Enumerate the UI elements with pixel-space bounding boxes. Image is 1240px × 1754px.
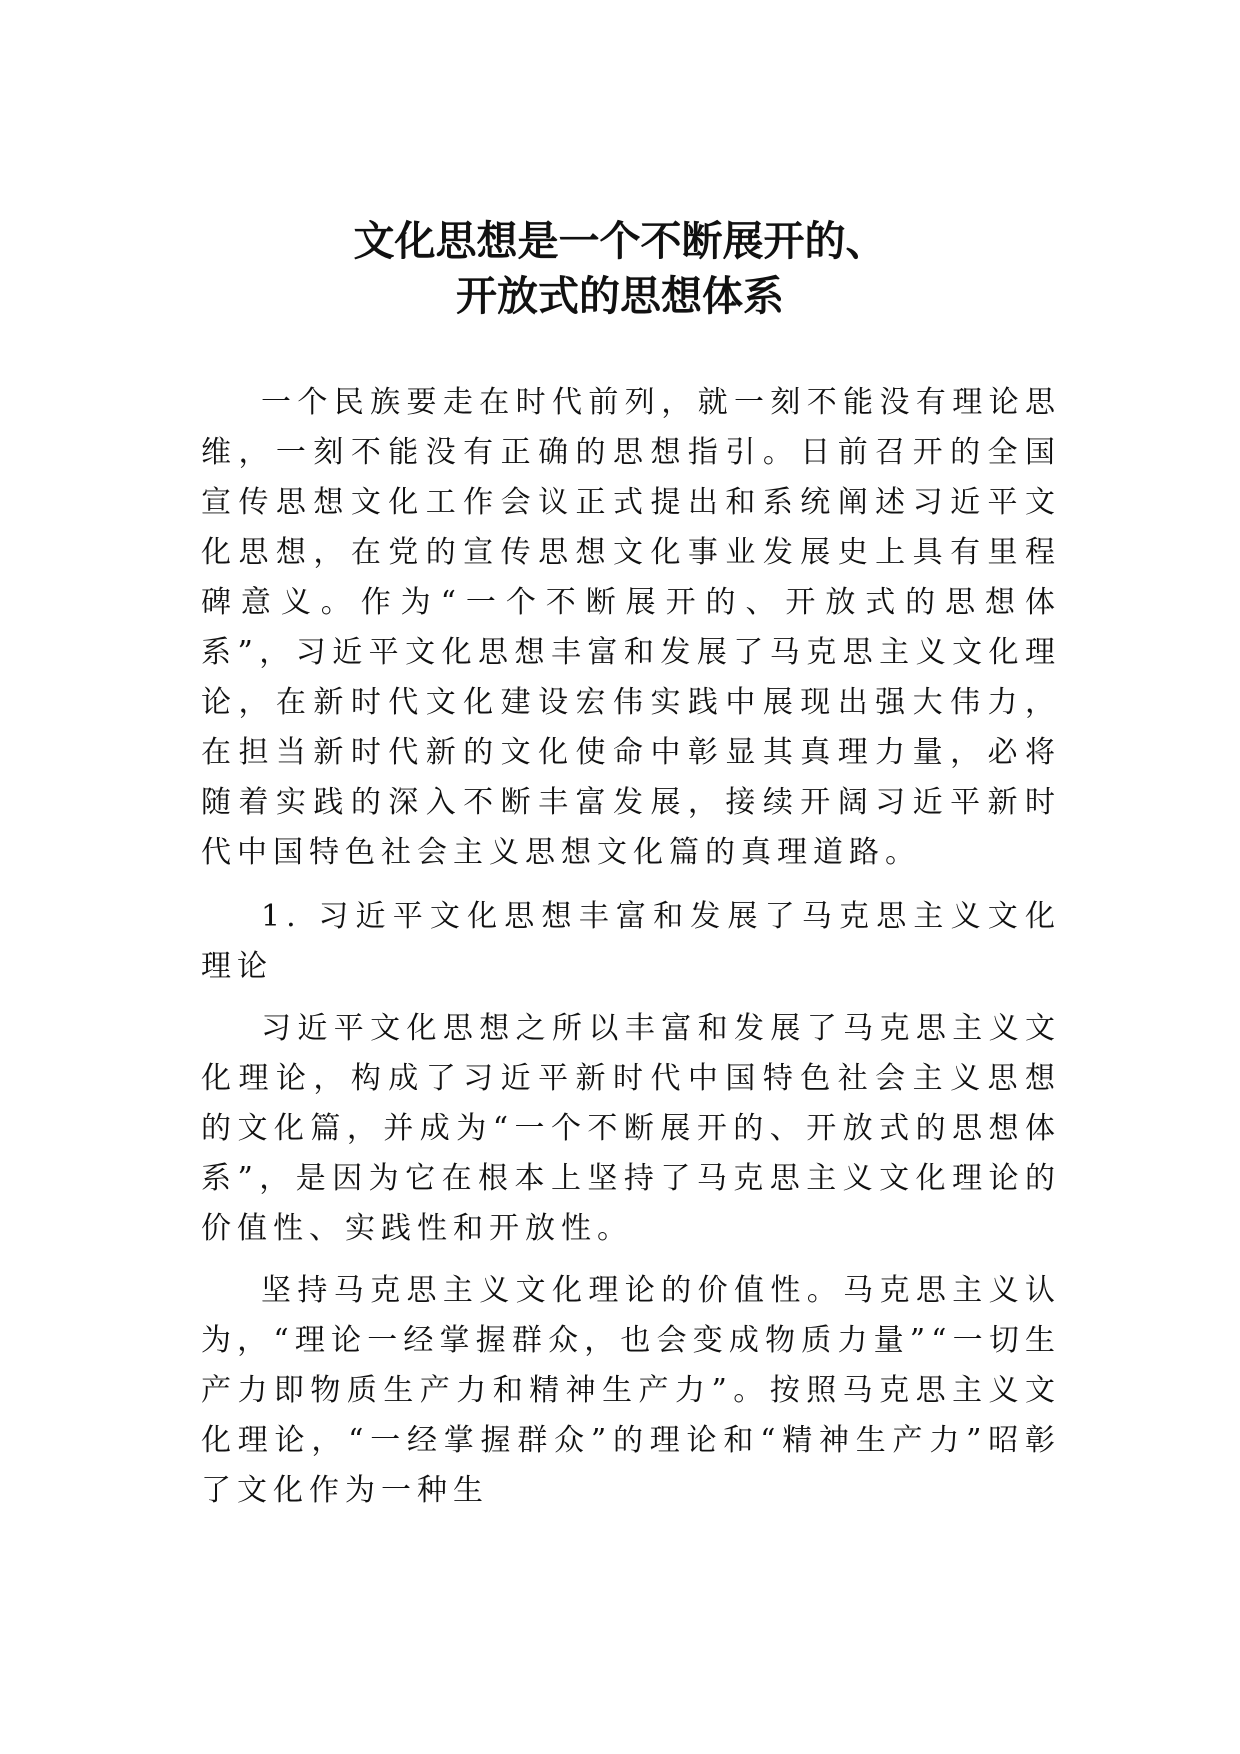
section-1-paragraph-2: 坚持马克思主义文化理论的价值性。马克思主义认为，“理论一经掌握群众，也会变成物质力量”“一切生产力即物质生产力和精神生产力”。按照马克思主义文化理论，“一经掌握群众”的理论和“精神生产力”昭彰了文化作为一种生 — [201, 1273, 1061, 1508]
document-body — [201, 378, 1061, 1516]
title-line-1: 文化思想是一个不断展开的、 — [353, 217, 887, 265]
title-line-2: 开放式的思想体系 — [456, 272, 784, 320]
document-title — [0, 214, 1240, 324]
section-1-paragraph-1: 习近平文化思想之所以丰富和发展了马克思主义文化理论，构成了习近平新时代中国特色社会主义思想的文化篇，并成为“一个不断展开的、开放式的思想体系”，是因为它在根本上坚持了马克思主义文化理论的价值性、实践性和开放性。 — [201, 1011, 1061, 1246]
intro-paragraph: 一个民族要走在时代前列，就一刻不能没有理论思维，一刻不能没有正确的思想指引。日前召开的全国宣传思想文化工作会议正式提出和系统阐述习近平文化思想，在党的宣传思想文化事业发展史上具有里程碑意义。作为“一个不断展开的、开放式的思想体系”，习近平文化思想丰富和发展了马克思主义文化理论，在新时代文化建设宏伟实践中展现出强大伟力，在担当新时代新的文化使命中彰显其真理力量，必将随着实践的深入不断丰富发展，接续开阔习近平新时代中国特色社会主义思想文化篇的真理道路。 — [201, 385, 1061, 870]
section-heading-1: 1. 习近平文化思想丰富和发展了马克思主义文化理论 — [201, 899, 1061, 984]
